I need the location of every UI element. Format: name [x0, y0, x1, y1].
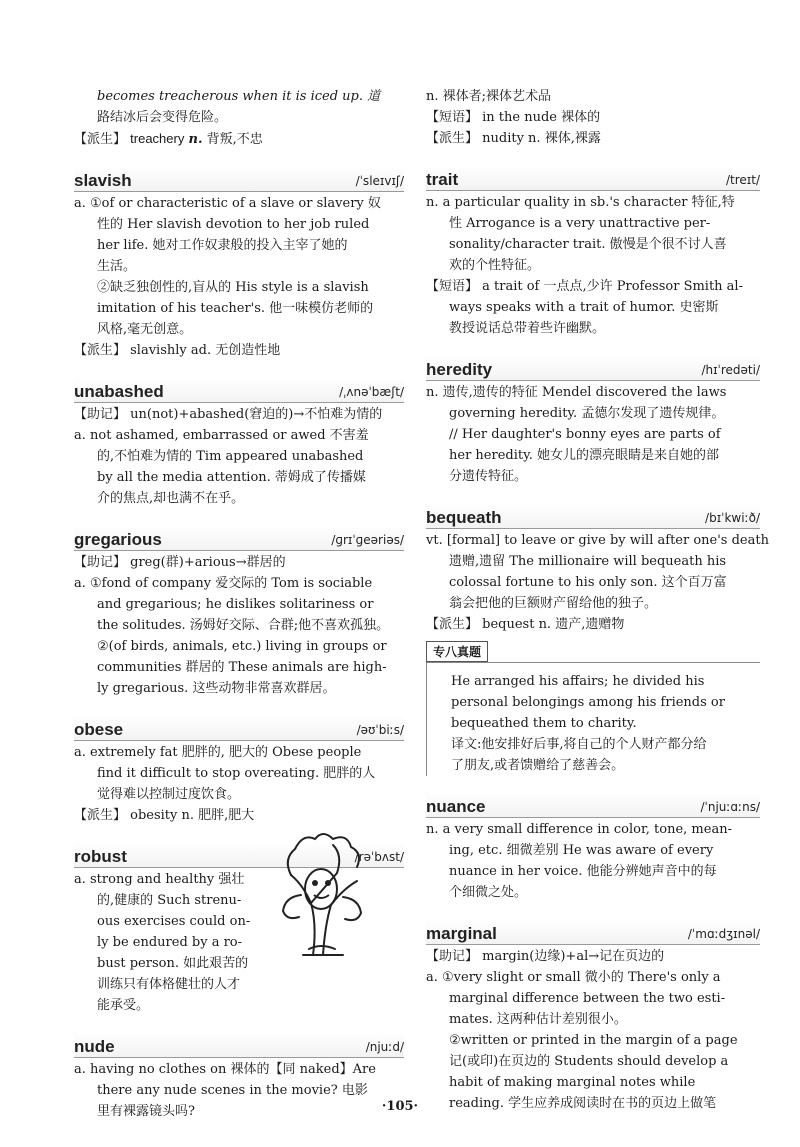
phonetic: /ɡrɪˈɡeəriəs/ [331, 533, 404, 547]
headword: trait [426, 170, 459, 189]
tag-line: 【短语】 a trait of 一点点,少许 Professor Smith al- [426, 279, 743, 294]
text-line: find it difficult to stop overeating. 肥胖的人 [97, 766, 376, 781]
text-line: mates. 这两种估计差别很小。 [449, 1012, 627, 1027]
text-line: 生活。 [97, 259, 137, 274]
headword: marginal [426, 924, 497, 943]
entry-unabashed [74, 377, 404, 509]
tag-line: 【派生】 bequest n. 遗产,遗赠物 [426, 617, 625, 632]
text-line: 个细微之处。 [449, 885, 528, 900]
tag-line: 【短语】 in the nude 裸体的 [426, 110, 601, 125]
left-entries [74, 166, 404, 1122]
text-line: ly be endured by a ro- [97, 935, 243, 950]
headword: robust [74, 847, 127, 866]
headword-bar [426, 919, 760, 945]
text-line: 觉得难以控制过度饮食。 [97, 787, 241, 802]
definition-line: a. ①very slight or small 微小的 There's only a [426, 970, 721, 985]
headword: nude [74, 1037, 115, 1056]
headword: gregarious [74, 530, 162, 549]
text-line: 性 Arrogance is a very unattractive per- [449, 216, 711, 231]
definition-line: a. having no clothes on 裸体的【同 naked】Are [74, 1062, 376, 1077]
phonetic: /ˈnjuːɑːns/ [700, 800, 760, 814]
text-line: 能承受。 [97, 998, 150, 1013]
text-line: ②(of birds, animals, etc.) living in groups or [97, 639, 387, 654]
text-line: 翁会把他的巨额财产留给他的独子。 [449, 596, 658, 611]
text-line: her heredity. 她女儿的漂亮眼睛是来自她的部 [449, 448, 719, 463]
definition-line: a. ①fond of company 爱交际的 Tom is sociable [74, 576, 373, 591]
text-line: habit of making marginal notes while [449, 1075, 696, 1090]
phonetic: /ˈsleɪvɪʃ/ [355, 174, 404, 188]
text-line: imitation of his teacher's. 他一味模仿老师的 [97, 301, 374, 316]
tag-line: 【助记】 greg(群)+arious→群居的 [74, 555, 286, 570]
headword: bequeath [426, 508, 502, 527]
entry-marginal [426, 919, 760, 1114]
entry-trait [426, 165, 760, 339]
text-line: communities 群居的 These animals are high- [97, 660, 387, 675]
headword-bar [426, 355, 760, 381]
text-line: ways speaks with a trait of humor. 史密斯 [449, 300, 719, 315]
entry-heredity [426, 355, 760, 487]
headword-bar [74, 377, 404, 403]
tree-illustration [273, 825, 369, 961]
text-line: and gregarious; he dislikes solitariness or [97, 597, 374, 612]
exam-line: 了朋友,或者馈赠给了慈善会。 [451, 758, 625, 773]
entry-gregarious [74, 525, 404, 699]
definition-line: a. extremely fat 肥胖的, 肥大的 Obese people [74, 745, 362, 760]
headword: slavish [74, 171, 132, 190]
text-line: by all the media attention. 蒂姆成了传播媒 [97, 470, 366, 485]
phonetic: /ˈmɑːdʒɪnəl/ [687, 927, 760, 941]
headword: unabashed [74, 382, 164, 401]
text-line: her life. 她对工作奴隶般的投入主宰了她的 [97, 238, 348, 253]
text-line: sonality/character trait. 傲慢是个很不讨人喜 [449, 237, 727, 252]
text-line: ous exercises could on- [97, 914, 251, 929]
deriv-meaning: 背叛,不忠 [206, 132, 263, 147]
text-line: 风格,毫无创意。 [97, 322, 193, 337]
text-line: ②written or printed in the margin of a page [449, 1033, 738, 1048]
text-line: 训练只有体格健壮的人才 [97, 977, 241, 992]
entry-slavish [74, 166, 404, 361]
phonetic: /ˌʌnəˈbæʃt/ [339, 385, 404, 399]
text-line: 的,不怕难为情的 Tim appeared unabashed [97, 449, 364, 464]
text-line: 记(或印)在页边的 Students should develop a [449, 1054, 729, 1069]
exam-box [426, 662, 760, 776]
text-line: ②缺乏独创性的,盲从的 His style is a slavish [97, 280, 369, 295]
text-line: 性的 Her slavish devotion to her job ruled [97, 217, 370, 232]
exam-line: personal belongings among his friends or [451, 695, 725, 710]
phonetic: /njuːd/ [365, 1040, 404, 1054]
tag-line: 【派生】 nudity n. 裸体,裸露 [426, 131, 601, 146]
page-number: ·105· [381, 1099, 419, 1114]
text-line: colossal fortune to his only son. 这个百万富 [449, 575, 727, 590]
definition-line: a. not ashamed, embarrassed or awed 不害羞 [74, 428, 369, 443]
text-line: 的,健康的 Such strenu- [97, 893, 242, 908]
text-line: 里有裸露镜头吗? [97, 1104, 195, 1119]
text-line: ly gregarious. 这些动物非常喜欢群居。 [97, 681, 336, 696]
exam-line: 译文:他安排好后事,将自己的个人财产都分给 [451, 737, 707, 752]
deriv-word: treachery [130, 131, 185, 146]
intro-line: 路结冰后会变得危险。 [97, 110, 228, 125]
text-line: ing, etc. 细微差别 He was aware of every [449, 843, 714, 858]
entry-bequeath [426, 503, 769, 776]
tag-line: 【派生】 slavishly ad. 无创造性地 [74, 343, 281, 358]
text-line: there any nude scenes in the movie? 电影 [97, 1083, 368, 1098]
right-intro [426, 86, 760, 149]
exam-line: bequeathed them to charity. [451, 716, 637, 731]
headword: heredity [426, 360, 493, 379]
text-line: // Her daughter's bonny eyes are parts of [449, 427, 721, 442]
right-entries [426, 165, 769, 1114]
text-line: marginal difference between the two esti- [449, 991, 726, 1006]
text-line: 教授说话总带着些许幽默。 [449, 321, 606, 336]
entry-obese [74, 715, 404, 826]
left-column [74, 86, 404, 1122]
headword-bar [426, 792, 760, 818]
text-line: 遗赠,遗留 The millionaire will bequeath his [449, 554, 727, 569]
phonetic: /treɪt/ [725, 173, 760, 187]
exam-line: He arranged his affairs; he divided his [451, 674, 705, 689]
phonetic: /əʊˈbiːs/ [356, 723, 404, 737]
headword-bar [74, 525, 404, 551]
deriv-tag: 【派生】 [74, 132, 127, 147]
text-line: governing heredity. 孟德尔发现了遗传规律。 [449, 406, 725, 421]
right-column [426, 86, 769, 1114]
phonetic: /rəˈbʌst/ [354, 850, 404, 864]
tag-line: 【助记】 un(not)+abashed(窘迫的)→不怕难为情的 [74, 407, 383, 422]
headword: nuance [426, 797, 486, 816]
definition-line: n. a very small difference in color, tone, mean- [426, 822, 732, 837]
text-line: nuance in her voice. 他能分辨她声音中的每 [449, 864, 717, 879]
definition-line: a. ①of or characteristic of a slave or slavery 奴 [74, 196, 381, 211]
headword-bar [426, 165, 760, 191]
text-line: reading. 学生应养成阅读时在书的页边上做笔 [449, 1096, 717, 1111]
derivation-line [74, 128, 404, 150]
deriv-pos: n. [188, 132, 203, 147]
tag-line: 【助记】 margin(边缘)+al→记在页边的 [426, 949, 665, 964]
phonetic: /bɪˈkwiːð/ [705, 511, 760, 525]
headword: obese [74, 720, 124, 739]
entry-nuance [426, 792, 760, 903]
definition-line: n. 裸体者;裸体艺术品 [426, 89, 552, 104]
text-line: bust person. 如此艰苦的 [97, 956, 249, 971]
text-line: 分遗传特征。 [449, 469, 528, 484]
headword-bar [74, 1032, 404, 1058]
exam-tag: 专八真题 [426, 641, 488, 662]
headword-bar [74, 715, 404, 741]
text-line: 介的焦点,却也满不在乎。 [97, 491, 245, 506]
intro-line: becomes treacherous when it is iced up. 道 [97, 89, 381, 104]
phonetic: /hɪˈredəti/ [701, 363, 760, 377]
definition-line: n. a particular quality in sb.'s character 特征,特 [426, 195, 735, 210]
definition-line: n. 遗传,遗传的特征 Mendel discovered the laws [426, 385, 727, 400]
definition-line: a. strong and healthy 强壮 [74, 872, 245, 887]
text-line: 欢的个性特征。 [449, 258, 541, 273]
headword-bar [74, 166, 404, 192]
headword-bar [426, 503, 760, 529]
tag-line: 【派生】 obesity n. 肥胖,肥大 [74, 808, 255, 823]
definition-line: vt. [formal] to leave or give by will after one's death [426, 533, 769, 548]
text-line: the solitudes. 汤姆好交际、合群;他不喜欢孤独。 [97, 618, 390, 633]
